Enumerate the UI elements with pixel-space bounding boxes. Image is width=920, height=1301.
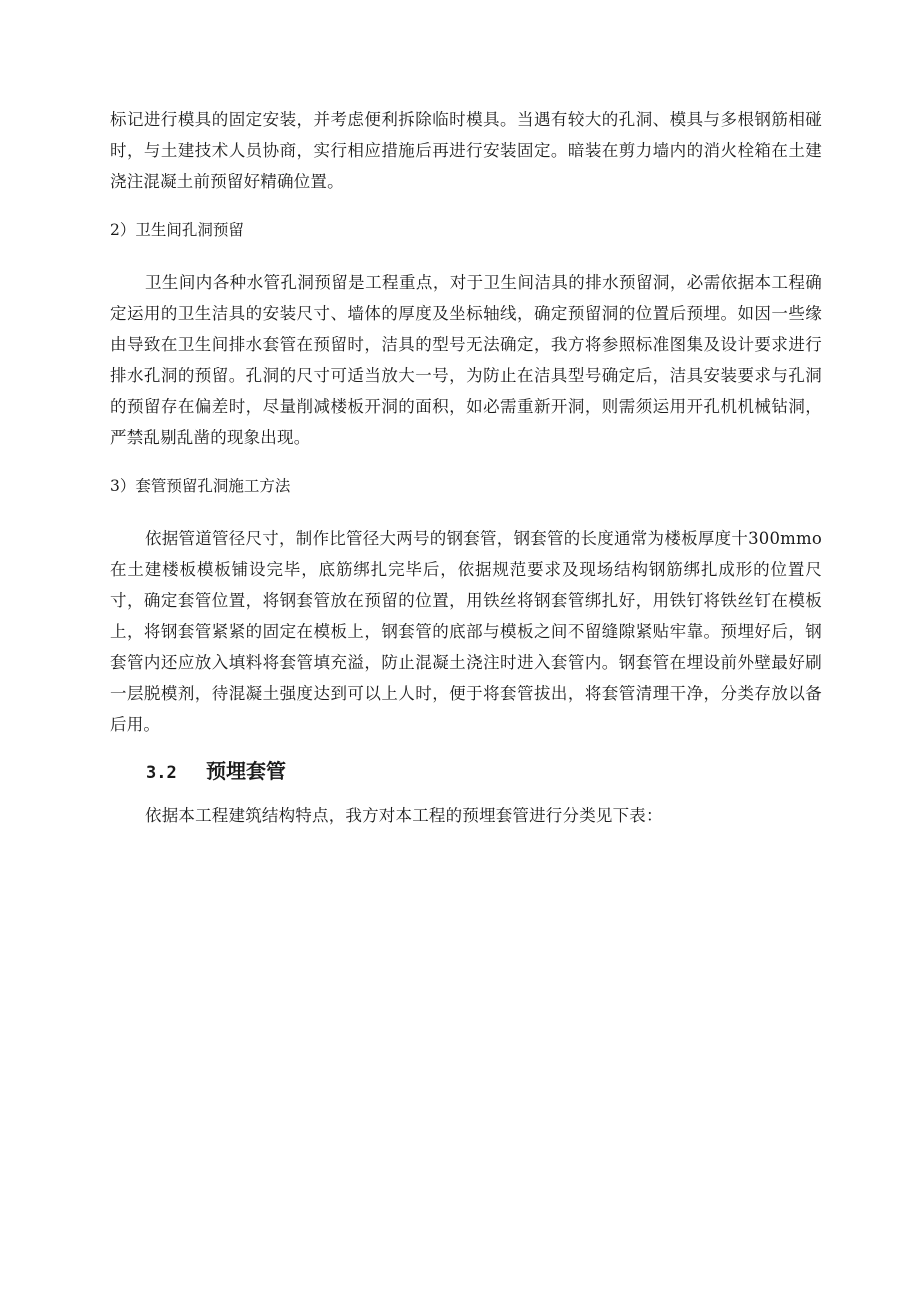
paragraph-sleeve-method: 依据管道管径尺寸，制作比管径大两号的钢套管，钢套管的长度通常为楼板厚度十300mmo在土建楼板模板铺设完毕，底筋绑扎完毕后，依据规范要求及现场结构钢筋绑扎成形的位置尺寸，确定套管位置，将钢套管放在预留的位置，用铁丝将钢套管绑扎好，用铁钉将铁丝钉在模板上，将钢套管紧紧的固定在模板上，钢套管的底部与模板之间不留缝隙紧贴牢靠。预埋好后，钢套管内还应放入填料将套管填充溢，防止混凝土浇注时进入套管内。钢套管在埋设前外壁最好刷一层脱模剂，待混凝土强度达到可以上人时，便于将套管拔出，将套管清理干净，分类存放以备后用。 — [110, 529, 822, 734]
document-page — [110, 104, 822, 831]
subheading-bathroom-openings: 2）卫生间孔洞预留 — [110, 221, 244, 239]
paragraph-mold-installation: 标记进行模具的固定安装，并考虑便利拆除临时模具。当遇有较大的孔洞、模具与多根钢筋相碰时，与土建技术人员协商，实行相应措施后再进行安装固定。暗装在剪力墙内的消火栓箱在土建浇注混凝土前预留好精确位置。 — [110, 110, 822, 191]
paragraph-bathroom-openings: 卫生间内各种水管孔洞预留是工程重点，对于卫生间洁具的排水预留洞，必需依据本工程确定运用的卫生洁具的安装尺寸、墙体的厚度及坐标轴线，确定预留洞的位置后预埋。如因一些缘由导致在卫生间排水套管在预留时，洁具的型号无法确定，我方将参照标准图集及设计要求进行排水孔洞的预留。孔洞的尺寸可适当放大一号，为防止在洁具型号确定后，洁具安装要求与孔洞的预留存在偏差时，尽量削减楼板开洞的面积，如必需重新开洞，则需须运用开孔机机械钻洞，严禁乱剔乱凿的现象出现。 — [110, 273, 822, 447]
subheading-sleeve-method: 3）套管预留孔洞施工方法 — [110, 477, 291, 495]
section-intro: 依据本工程建筑结构特点，我方对本工程的预埋套管进行分类见下表： — [145, 806, 663, 825]
section-number: 3.2 — [146, 763, 177, 783]
section-title: 预埋套管 — [206, 759, 286, 783]
section-heading — [110, 754, 822, 790]
